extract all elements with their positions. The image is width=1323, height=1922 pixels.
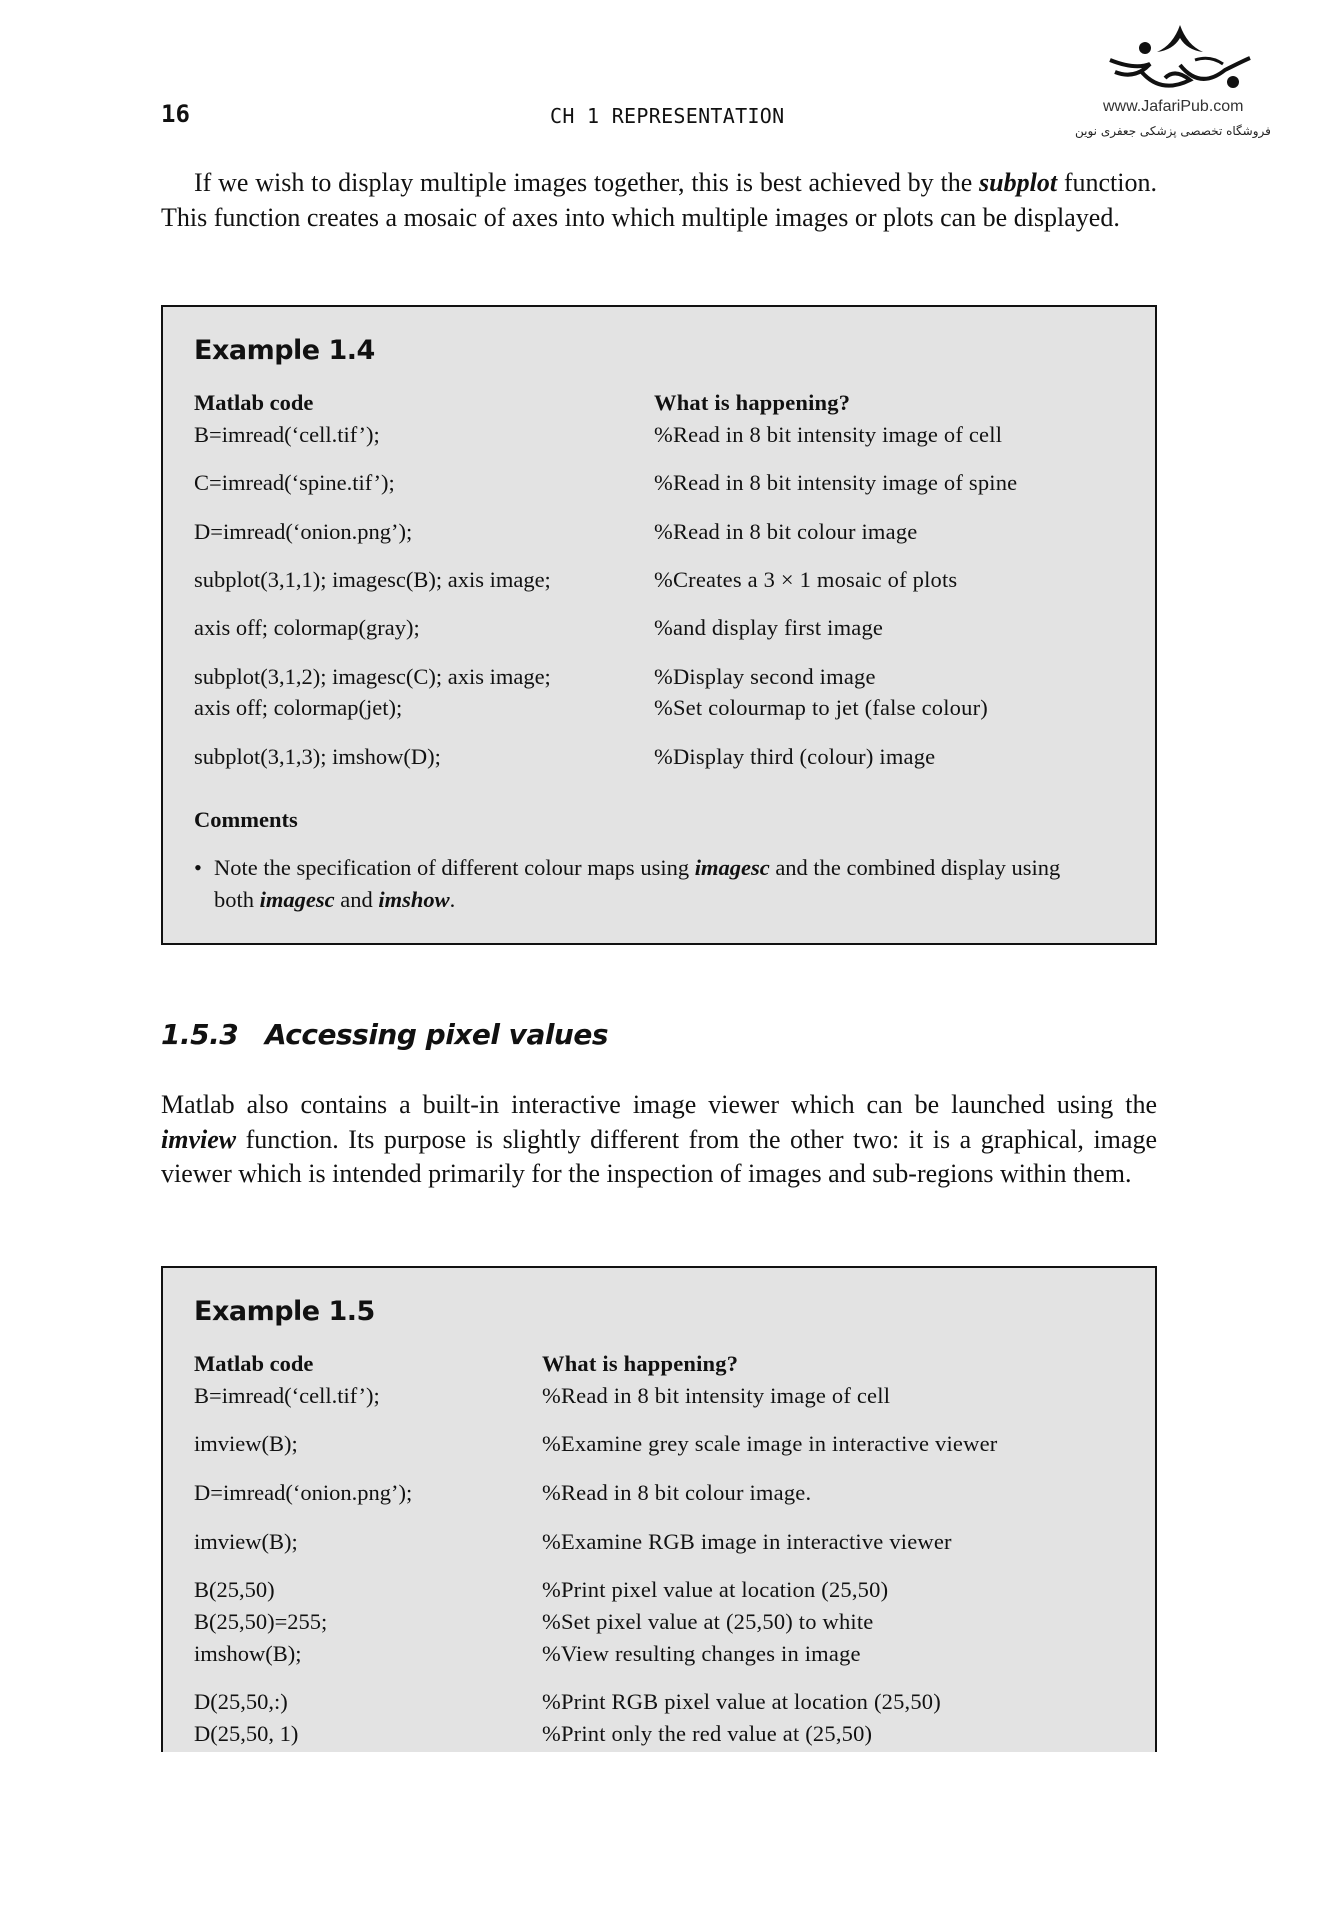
section-number: 1.5.3 — [161, 1018, 239, 1051]
comment-bullet: • Note the specification of different colour maps using imagesc and the combined display using both imagesc and imshow. — [194, 852, 1074, 916]
publisher-watermark — [1075, 20, 1295, 150]
page-number: 16 — [161, 100, 190, 128]
publisher-tagline: فروشگاه تخصصی پزشکی جعفری نوین — [1075, 124, 1271, 138]
section-paragraph: Matlab also contains a built-in interactive image viewer which can be launched using the imview function. Its purpose is slightly different from the other two: it is a graphical, image viewer which is intended primarily for the inspection of images and sub-regions within them. — [161, 1090, 1157, 1188]
running-head: CH 1 REPRESENTATION — [550, 104, 785, 128]
matlab-code-header: Matlab code — [194, 1351, 314, 1376]
intro-paragraph: If we wish to display multiple images together, this is best achieved by the subplot function. This function creates a mosaic of axes into which multiple images or plots can be displayed. — [161, 168, 1157, 232]
matlab-code-header: Matlab code — [194, 390, 314, 415]
bullet-icon: • — [194, 855, 202, 880]
calligraphy-logo-icon — [1105, 20, 1255, 100]
section-title: Accessing pixel values — [265, 1018, 609, 1051]
section-heading — [161, 1018, 608, 1051]
what-is-happening-header: What is happening? — [654, 390, 851, 415]
what-is-happening-header: What is happening? — [542, 1351, 739, 1376]
imview-emphasis: imview — [161, 1124, 237, 1154]
example-1-5-box: Example 1.5 Matlab code What is happening? B=imread(‘cell.tif’); %Read in 8 bit intensity image of cell imview(B); %Examine grey scale image in interactive viewer D=imread(‘onion.png’); %Read in 8 bit colour image. imview(B); %Examine RGB image in interactive viewer B(25,50) %Print pixel value at location (25,50) B(25,50)=255; %Set pixel value at (25,50) to white imshow(B); %View resulting changes in image D(25,50,:) %Print RGB pixel value at location (25,50) D(25,50, 1) %Print only the red value at (25,50) — [161, 1266, 1157, 1752]
subplot-emphasis: subplot — [979, 168, 1058, 197]
example-title: Example 1.5 — [194, 1296, 375, 1327]
example-1-4-box: Example 1.4 Matlab code What is happening? B=imread(‘cell.tif’); %Read in 8 bit intensity image of cell C=imread(‘spine.tif’); %Read in 8 bit intensity image of spine D=imread(‘onion.png’); %Read in 8 bit colour image subplot(3,1,1); imagesc(B); axis image; %Creates a 3 × 1 mosaic of plots axis off; colormap(gray); %and display first image subplot(3,1,2); imagesc(C); axis image; %Display second image axis off; colormap(jet); %Set colourmap to jet (false colour) subplot(3,1,3); imshow(D); %Display third (colour) image Comments • Note the specification of different colour maps using imagesc and the combined display using both imagesc and imshow. — [161, 305, 1157, 945]
example-title: Example 1.4 — [194, 335, 375, 366]
publisher-url: www.JafariPub.com — [1103, 98, 1244, 115]
